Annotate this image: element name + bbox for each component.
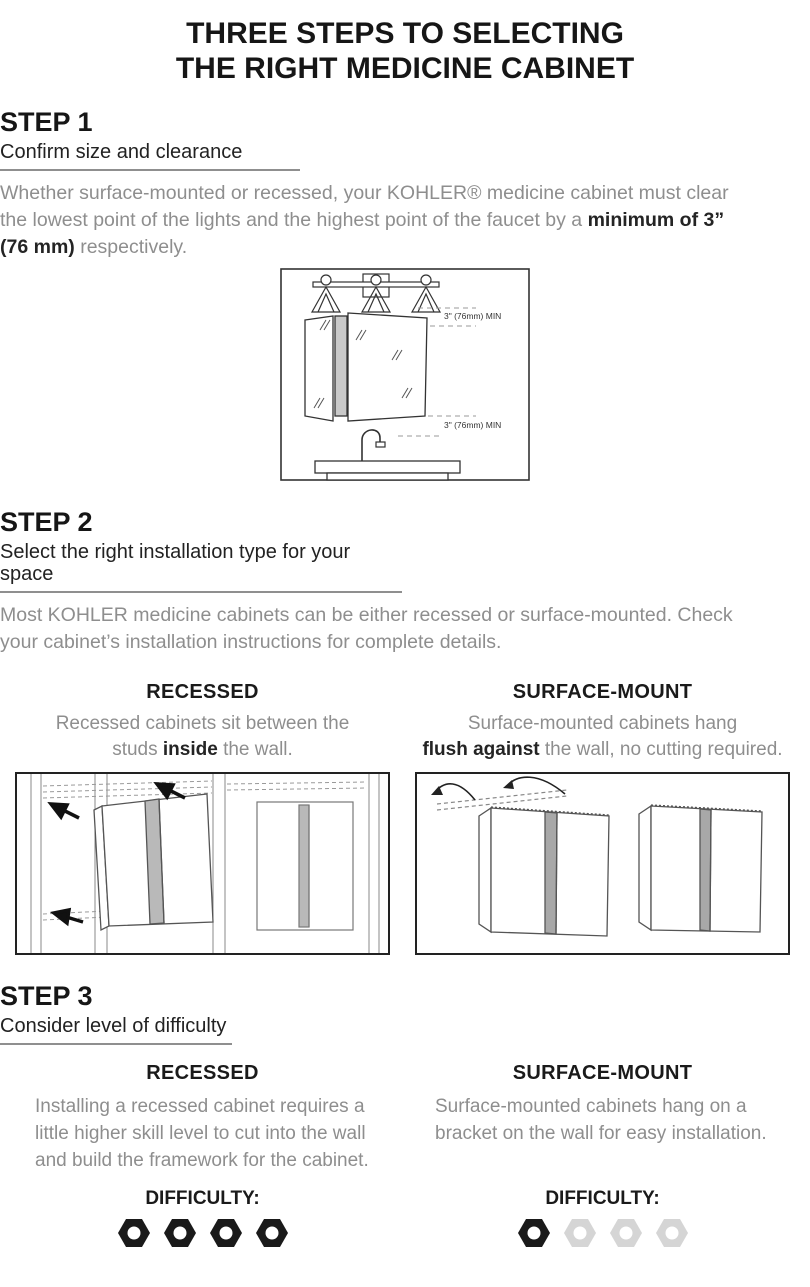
step3-heading: STEP 3 [0, 981, 93, 1011]
nut-hole [665, 1227, 678, 1240]
recessed-cabinet-finished [257, 802, 353, 930]
step1-body-bold: minimum of 3” (76 mm) [0, 209, 725, 258]
document-page [0, 16, 810, 1209]
difficulty-rating-recessed [15, 1215, 390, 1251]
step2-heading: STEP 2 [0, 507, 93, 537]
nut-hole [219, 1227, 232, 1240]
recessed-difficulty-description: Installing a recessed cabinet requires a little higher skill level to cut into the wall and build the framework for the cabinet. [35, 1096, 369, 1171]
nut-hole [127, 1227, 140, 1240]
recessed-title: RECESSED [146, 681, 259, 703]
surface-difficulty-block [415, 1188, 790, 1251]
clearance-label-bottom: 3" (76mm) MIN [444, 420, 502, 430]
recessed-difficulty-block [15, 1188, 390, 1251]
recessed-desc-bold: inside [162, 739, 218, 760]
step1-subheading: Confirm size and clearance [0, 141, 300, 171]
nut-hole [527, 1227, 540, 1240]
step2-recessed-column [15, 681, 390, 955]
nut-hole [265, 1227, 278, 1240]
recessed-description [15, 711, 390, 763]
surface-cabinet-hanging [479, 807, 609, 936]
hang-arrows [431, 777, 565, 800]
recessed-difficulty-label: DIFFICULTY: [145, 1188, 260, 1209]
step3-recessed-column [15, 1062, 390, 1287]
surface-cabinet-finished [639, 805, 762, 932]
sink-icon [315, 461, 460, 480]
step2-body-text: Most KOHLER medicine cabinets can be either recessed or surface-mounted. Check your cabinet’s installation instructions for complete details. [0, 604, 733, 653]
nut-hole [573, 1227, 586, 1240]
step2-surface-column [415, 681, 790, 955]
surface-title: SURFACE-MOUNT [512, 681, 693, 703]
recessed-desc-line1: Recessed cabinets sit between the [55, 713, 350, 734]
surface-desc-line1: Surface-mounted cabinets hang [467, 713, 738, 734]
light-fixture-icon [312, 274, 440, 312]
surface-illustration [415, 772, 790, 955]
clearance-diagram [280, 268, 530, 481]
step1-heading: STEP 1 [0, 107, 93, 137]
surface-description [415, 711, 790, 763]
step1-body-text [0, 180, 742, 261]
step2-columns [0, 681, 810, 955]
page-title-line2: THE RIGHT MEDICINE CABINET [175, 52, 635, 85]
surface-desc-bold: flush against [422, 739, 540, 760]
recessed-difficulty-title: RECESSED [146, 1062, 259, 1084]
recessed-illustration [15, 772, 390, 955]
step3-surface-column [415, 1062, 790, 1287]
surface-difficulty-label: DIFFICULTY: [545, 1188, 660, 1209]
step2-subheading: Select the right installation type for your space [0, 541, 402, 593]
nut-hole [619, 1227, 632, 1240]
surface-difficulty-description: Surface-mounted cabinets hang on a bracket on the wall for easy installation. [435, 1096, 767, 1144]
recessed-desc-suffix: the wall. [217, 739, 293, 760]
nut-hole [173, 1227, 186, 1240]
faucet-icon [362, 430, 385, 461]
page-title [0, 16, 810, 86]
mounting-bracket [437, 790, 567, 810]
page-title-line1: THREE STEPS TO SELECTING [186, 17, 624, 50]
step3-section [0, 981, 810, 1287]
step2-section [0, 507, 810, 955]
clearance-diagram-svg [280, 268, 530, 481]
recessed-cabinet-inserting [94, 794, 213, 930]
step3-subheading: Consider level of difficulty [0, 1015, 232, 1045]
step3-columns [0, 1062, 810, 1287]
difficulty-rating-surface [415, 1215, 790, 1251]
step1-section [0, 107, 810, 481]
surface-difficulty-title: SURFACE-MOUNT [512, 1062, 693, 1084]
medicine-cabinet-icon [305, 313, 427, 421]
step1-body-suffix: respectively. [74, 236, 188, 258]
recessed-desc-line2: studs [112, 739, 163, 760]
clearance-label-top: 3" (76mm) MIN [444, 311, 502, 321]
surface-desc-suffix: the wall, no cutting required. [539, 739, 783, 760]
step1-body-prefix: Whether surface-mounted or recessed, your KOHLER® medicine cabinet must clear the lowest point of the lights and the highest point of the faucet by a [0, 182, 729, 231]
